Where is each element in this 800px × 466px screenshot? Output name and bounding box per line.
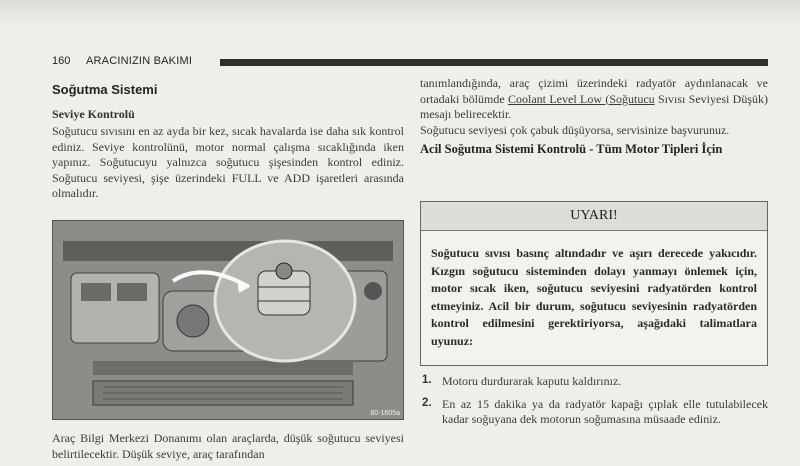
coolant-message-paragraph [420, 76, 768, 123]
warning-text: Soğutucu sıvısı basınç altındadır ve aşırı derecede yakıcıdır. Kızgın soğutucu sisteminden dolayı yanmayı önlemek için, motor sıcak iken, soğutucu seviyesini radyatörden kontrol etmeyiniz. Acil bir durum, soğutucu seviyesinin radyatörden kontrol edilmesini gerektiriyorsa, aşağıdaki talimatlara uyunuz: [431, 246, 757, 348]
engine-bay-illustration [52, 220, 404, 420]
message-text-before: tanımlandığında, araç çizimi üzerindeki radyatör aydınlanacak ve ortadaki bölümde [420, 76, 768, 106]
message-text-after: Sıvısı Seviyesi Düşük) mesajı belirecektir. [420, 91, 769, 121]
reservoir-cap [276, 263, 292, 279]
left-column [52, 82, 404, 202]
info-center-paragraph: Araç Bilgi Merkezi Donanımı olan araçlarda, düşük soğutucu seviyesi belirtilecektir. Düşük seviye, araç tarafından [52, 431, 404, 461]
step-number: 2. [422, 396, 432, 409]
hood-hinge-bar [63, 241, 393, 261]
step-item [420, 374, 768, 390]
page-number: 160 [52, 55, 71, 67]
front-crossmember [93, 361, 353, 375]
right-column [420, 76, 768, 157]
coolant-level-low-message: Coolant Level Low (Soğutucu [508, 91, 655, 106]
chapter-title: ARACINIZIN BAKIMI [86, 55, 193, 67]
warning-title: UYARI! [421, 202, 767, 231]
service-paragraph: Soğutucu seviyesi çok çabuk düşüyorsa, servisinize başvurunuz. [420, 122, 730, 137]
subsection-title: Seviye Kontrolü [52, 107, 135, 121]
level-check-paragraph: Soğutucu sıvısını en az ayda bir kez, sıcak havalarda ise daha sık kontrol ediniz. Seviye kontrolünü, motor normal çalışma sıcaklığında iken yapınız. Soğutucuyu yalnızca soğutucu şişesinden kontrol ediniz. Soğutucu seviyesi, şişe üzerindeki FULL ve ADD işaretleri arasında olmalıdır. [52, 124, 404, 200]
steps-list [420, 374, 768, 435]
step-text: Motoru durdurarak kaputu kaldırınız. [442, 374, 622, 388]
step-item [420, 397, 768, 428]
figure-code: 80-1605a [370, 410, 400, 417]
page-header [52, 55, 768, 71]
page-top-edge [0, 0, 800, 22]
header-rule [220, 59, 768, 66]
step-text: En az 15 dakika ya da radyatör kapağı çıplak elle tutulabilecek kadar soğuyana dek motorun soğumasına müsaade ediniz. [442, 396, 768, 426]
section-title: Soğutma Sistemi [52, 82, 158, 97]
emergency-check-title: Acil Soğutma Sistemi Kontrolü - Tüm Motor Tipleri İçin [420, 142, 723, 156]
engine-bay-drawing [53, 221, 403, 419]
step-number: 1. [422, 374, 432, 386]
figure-caption-text [52, 431, 404, 462]
warning-box [420, 201, 768, 366]
